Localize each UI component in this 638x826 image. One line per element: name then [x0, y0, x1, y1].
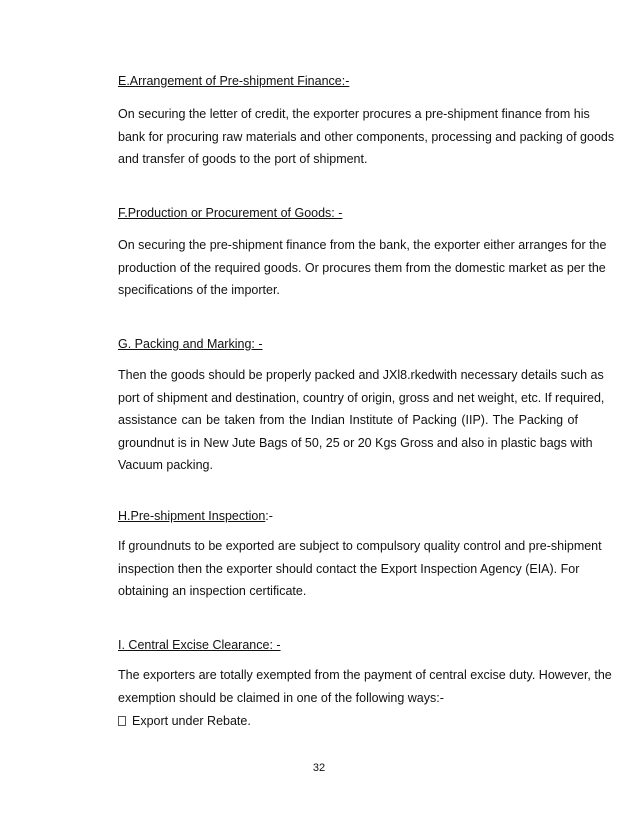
section-h-heading-text: H.Pre-shipment Inspection [118, 509, 266, 523]
section-i-heading [118, 637, 281, 653]
section-f-line-3: specifications of the importer. [118, 283, 280, 297]
section-h-paragraph [118, 535, 602, 603]
section-e-line-2: bank for procuring raw materials and other components, processing and packing of goods [118, 129, 615, 144]
section-f-line-1: On securing the pre-shipment finance from the bank, the exporter either arranges for the [118, 238, 607, 252]
section-i-heading-text: I. Central Excise Clearance: - [118, 638, 281, 652]
section-i-line-1: The exporters are totally exempted from the payment of central excise duty. However, the [118, 668, 612, 682]
section-e-heading [118, 73, 349, 89]
section-f-paragraph [118, 234, 607, 302]
section-i-bullet-text: Export under Rebate. [132, 714, 251, 728]
section-g-heading-text: G. Packing and Marking: - [118, 337, 263, 351]
section-g-line-1: Then the goods should be properly packed and JXl8.rkedwith necessary details such as [118, 368, 604, 382]
section-i-paragraph [118, 664, 612, 709]
section-g-line-5: Vacuum packing. [118, 458, 213, 472]
section-h-line-2: inspection then the exporter should contact the Export Inspection Agency (EIA). For [118, 561, 580, 576]
section-g-line-3: assistance can be taken from the Indian Institute of Packing (IIP). The Packing of [118, 413, 578, 427]
section-f-heading [118, 205, 342, 221]
section-e-paragraph [118, 103, 615, 171]
section-e-heading-text: E.Arrangement of Pre-shipment Finance:- [118, 74, 350, 88]
section-e-line-3: and transfer of goods to the port of shipment. [118, 152, 368, 166]
section-i-line-2: exemption should be claimed in one of the following ways:- [118, 690, 444, 705]
section-i-bullet-item [118, 713, 251, 729]
bullet-box-icon [118, 716, 126, 726]
section-g-line-4: groundnut is in New Jute Bags of 50, 25 or 20 Kgs Gross and also in plastic bags with [118, 435, 593, 450]
section-h-line-1: If groundnuts to be exported are subject to compulsory quality control and pre-shipment [118, 539, 602, 553]
section-e-line-1: On securing the letter of credit, the exporter procures a pre-shipment finance from his [118, 107, 590, 121]
section-g-line-2: port of shipment and destination, country of origin, gross and net weight, etc. If required, [118, 390, 605, 405]
section-h-line-3: obtaining an inspection certificate. [118, 584, 307, 598]
section-f-heading-text: F.Production or Procurement of Goods: - [118, 206, 343, 220]
page-number: 32 [312, 762, 326, 774]
section-h-heading-suffix: :- [265, 509, 273, 523]
section-f-line-2: production of the required goods. Or procures them from the domestic market as per the [118, 260, 606, 275]
section-g-paragraph [118, 364, 605, 477]
section-g-heading [118, 336, 263, 352]
section-h-heading [118, 508, 273, 524]
